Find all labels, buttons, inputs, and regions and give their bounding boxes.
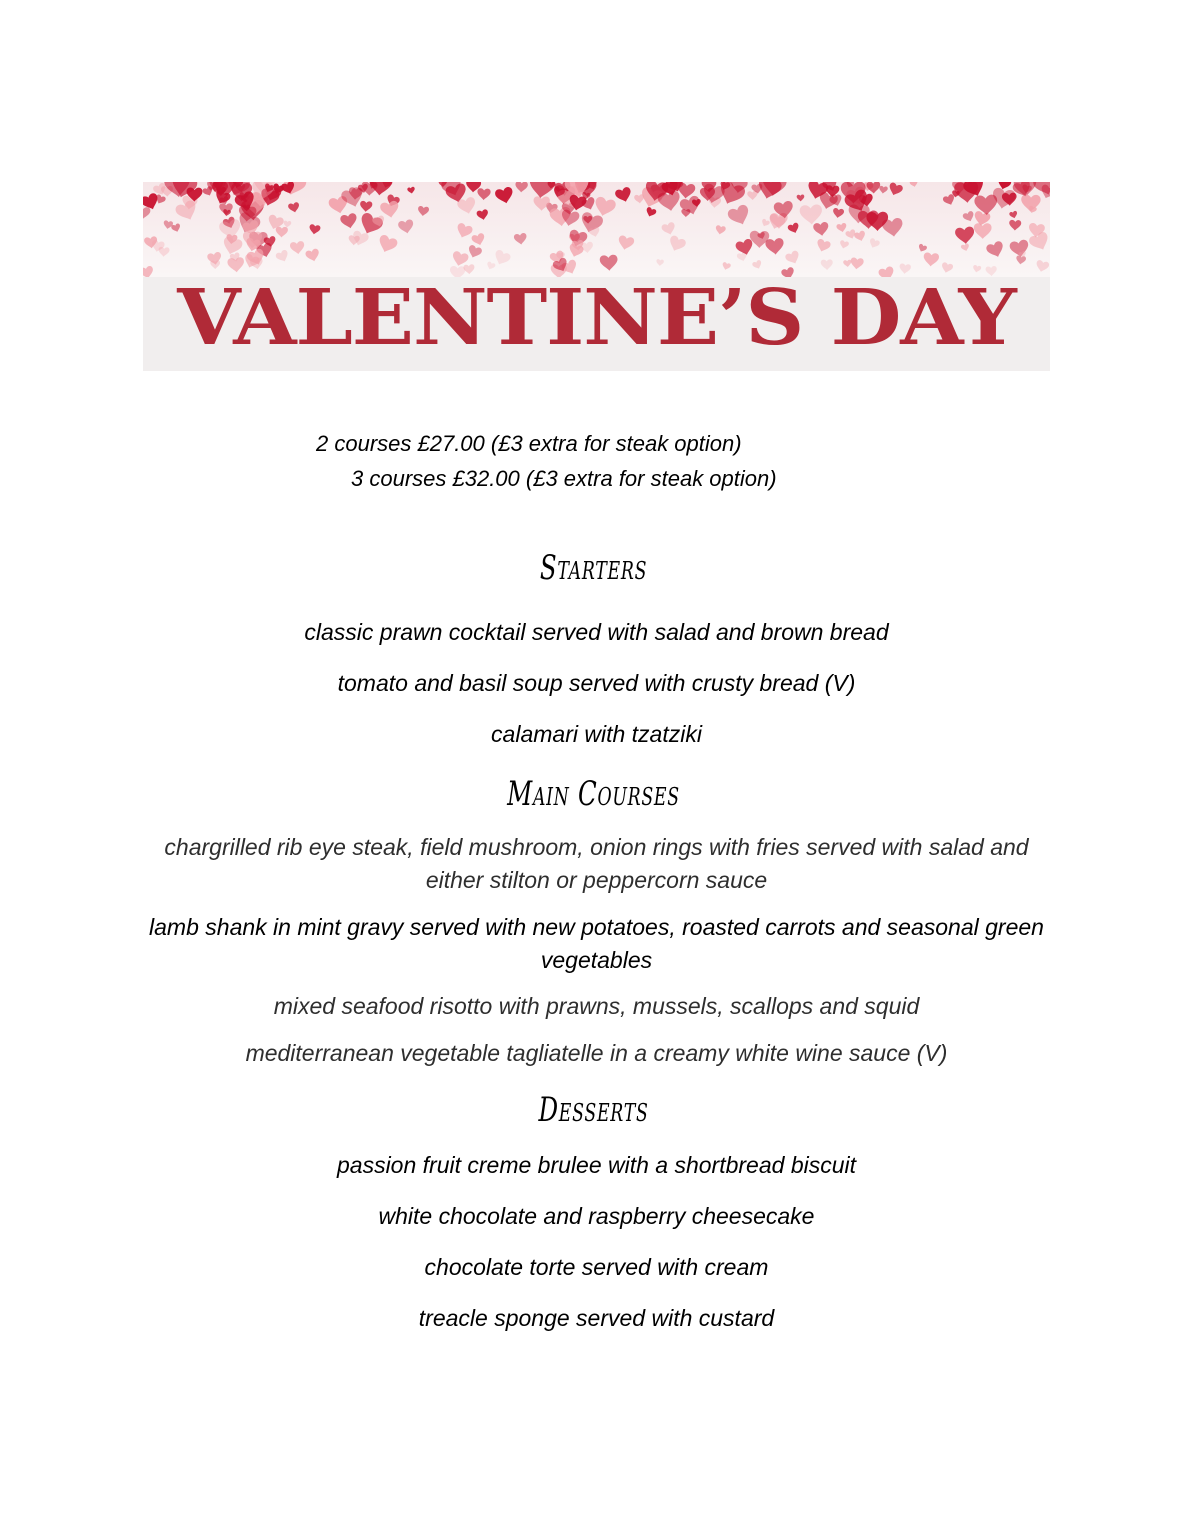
menu-item: chocolate torte served with cream bbox=[424, 1254, 769, 1280]
section-title-desserts: Desserts bbox=[538, 1090, 649, 1130]
section-title-starters: Starters bbox=[539, 548, 648, 588]
section-title-mains: Main Courses bbox=[507, 774, 680, 814]
menu-item: mixed seafood risotto with prawns, mussels, scallops and squid bbox=[273, 993, 920, 1019]
valentines-banner bbox=[143, 182, 1050, 371]
price-three-courses: 3 courses £32.00 (£3 extra for steak option) bbox=[351, 466, 777, 491]
price-two-courses: 2 courses £27.00 (£3 extra for steak option) bbox=[316, 431, 742, 456]
menu-item: lamb shank in mint gravy served with new potatoes, roasted carrots and seasonal green vegetables bbox=[149, 914, 1044, 973]
menu-item: passion fruit creme brulee with a shortbread biscuit bbox=[336, 1152, 857, 1178]
menu-item: mediterranean vegetable tagliatelle in a creamy white wine sauce (V) bbox=[245, 1040, 948, 1066]
hearts-decoration bbox=[143, 182, 1050, 277]
menu-item: treacle sponge served with custard bbox=[418, 1305, 775, 1331]
banner-title: VALENTINE’S DAY bbox=[177, 273, 1016, 363]
menu-item: tomato and basil soup served with crusty bread (V) bbox=[337, 670, 856, 696]
menu-item: calamari with tzatziki bbox=[491, 721, 702, 747]
menu-item: chargrilled rib eye steak, field mushroom, onion rings with fries served with salad and either stilton or peppercorn sauce bbox=[164, 834, 1029, 893]
menu-item: classic prawn cocktail served with salad and brown bread bbox=[304, 619, 889, 645]
menu-item: white chocolate and raspberry cheesecake bbox=[378, 1203, 815, 1229]
